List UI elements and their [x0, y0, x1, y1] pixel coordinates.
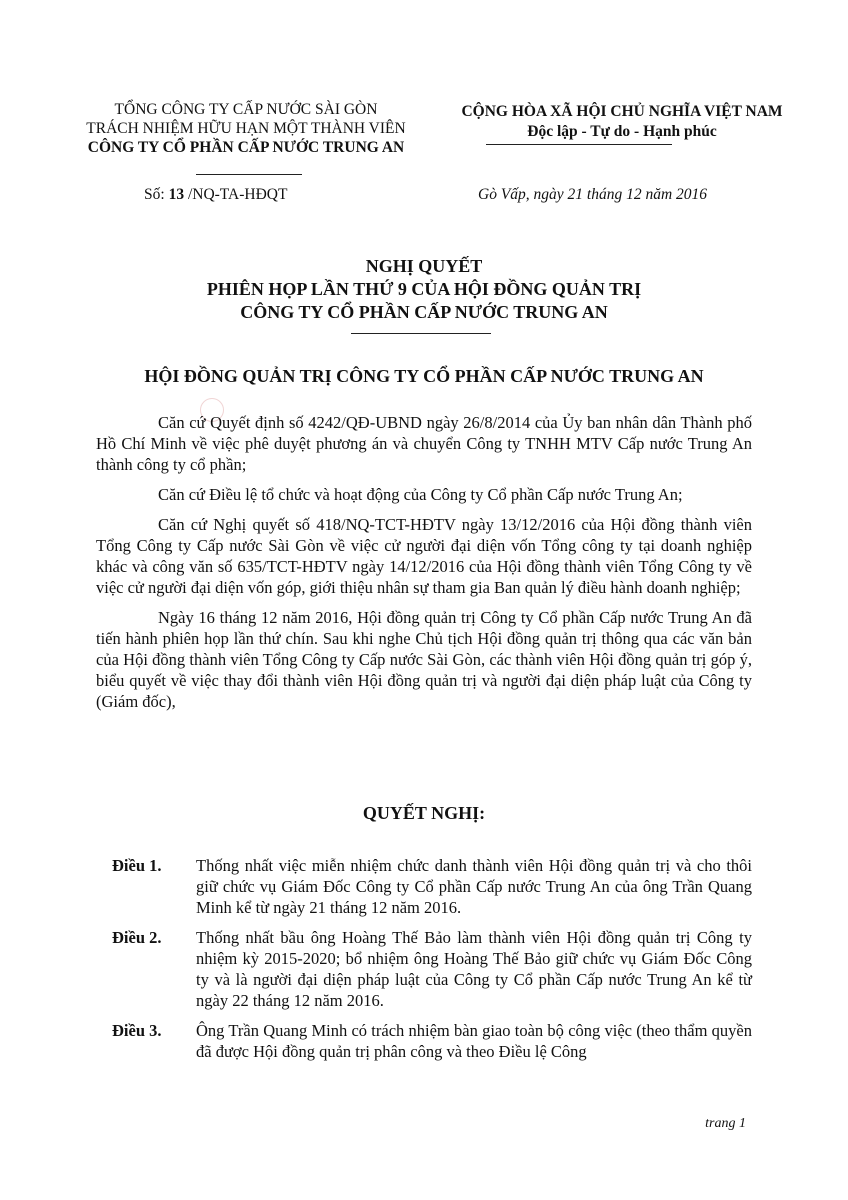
article-text: Ông Trần Quang Minh có trách nhiệm bàn giao toàn bộ công việc (theo thẩm quyền đã được Hội đồng quản trị phân công và theo Điều lệ Công	[196, 1021, 752, 1061]
resolve-heading: QUYẾT NGHỊ:	[362, 803, 486, 823]
doc-no-value: 13	[168, 186, 185, 203]
council-heading: HỘI ĐỒNG QUẢN TRỊ CÔNG TY CỔ PHẦN CẤP NƯỚC TRUNG AN	[144, 366, 704, 386]
title-line-1: NGHỊ QUYẾT	[365, 256, 483, 276]
articles-list	[112, 855, 752, 1071]
preamble	[96, 412, 752, 721]
national-motto-block	[432, 102, 812, 142]
preamble-paragraph: Căn cứ Điều lệ tổ chức và hoạt động của Công ty Cổ phần Cấp nước Trung An;	[158, 485, 683, 504]
issuer-line-3: CÔNG TY CỔ PHẦN CẤP NƯỚC TRUNG AN	[87, 139, 405, 156]
title-underline	[351, 333, 491, 334]
preamble-paragraph: Căn cứ Quyết định số 4242/QĐ-UBND ngày 26/8/2014 của Ủy ban nhân dân Thành phố Hồ Chí Minh về việc phê duyệt phương án và chuyển Công ty TNHH MTV Cấp nước Trung An thành công ty cổ phần;	[96, 413, 752, 474]
title-line-2: PHIÊN HỌP LẦN THỨ 9 CỦA HỘI ĐỒNG QUẢN TRỊ	[206, 279, 642, 299]
doc-no-prefix: Số:	[144, 186, 169, 203]
article-item	[112, 927, 752, 1011]
article-item	[112, 855, 752, 918]
article-text: Thống nhất bầu ông Hoàng Thế Bảo làm thành viên Hội đồng quản trị Công ty nhiệm kỳ 2015-2020; bổ nhiệm ông Hoàng Thế Bảo giữ chức vụ Giám Đốc Công ty và là người đại diện pháp luật của Công ty Cổ phần Cấp nước Trung An kể từ ngày 22 tháng 12 năm 2016.	[196, 928, 752, 1010]
document-title	[0, 255, 848, 324]
preamble-paragraph: Căn cứ Nghị quyết số 418/NQ-TCT-HĐTV ngày 13/12/2016 của Hội đồng thành viên Tổng Công ty Cấp nước Sài Gòn về việc cử người đại diện vốn Tổng công ty tại doanh nghiệp khác và công văn số 635/TCT-HĐTV ngày 14/12/2016 của Hội đồng thành viên Tổng Công ty về việc cử người đại diện vốn góp, giới thiệu nhân sự tham gia Ban quản lý điều hành doanh nghiệp;	[96, 515, 752, 597]
motto-underline	[486, 144, 672, 145]
issuer-underline	[196, 174, 302, 175]
place-date: Gò Vấp, ngày 21 tháng 12 năm 2016	[478, 186, 708, 203]
document-number	[144, 186, 287, 204]
article-label: Điều 1.	[112, 856, 162, 875]
nation-title: CỘNG HÒA XÃ HỘI CHỦ NGHĨA VIỆT NAM	[461, 103, 783, 120]
nation-motto: Độc lập - Tự do - Hạnh phúc	[527, 123, 717, 140]
doc-no-suffix: /NQ-TA-HĐQT	[184, 186, 288, 203]
issuer-block	[60, 100, 432, 157]
issuer-line-2: TRÁCH NHIỆM HỮU HẠN MỘT THÀNH VIÊN	[86, 120, 406, 137]
article-label: Điều 3.	[112, 1021, 162, 1040]
issuer-line-1: TỔNG CÔNG TY CẤP NƯỚC SÀI GÒN	[114, 101, 378, 118]
article-text: Thống nhất việc miễn nhiệm chức danh thành viên Hội đồng quản trị và cho thôi giữ chức vụ Giám Đốc Công ty Cổ phần Cấp nước Trung An của ông Trần Quang Minh kể từ ngày 21 tháng 12 năm 2016.	[196, 856, 752, 917]
article-item	[112, 1020, 752, 1062]
preamble-paragraph: Ngày 16 tháng 12 năm 2016, Hội đồng quản trị Công ty Cổ phần Cấp nước Trung An đã tiến hành phiên họp lần thứ chín. Sau khi nghe Chủ tịch Hội đồng quản trị thông qua các văn bản của Hội đồng thành viên Tổng Công ty Cấp nước Sài Gòn, các thành viên Hội đồng quản trị góp ý, biểu quyết về việc thay đổi thành viên Hội đồng quản trị và người đại diện pháp luật của Công ty (Giám đốc),	[96, 608, 752, 711]
article-label: Điều 2.	[112, 928, 162, 947]
page-number: trang 1	[705, 1116, 746, 1131]
title-line-3: CÔNG TY CỔ PHẦN CẤP NƯỚC TRUNG AN	[240, 302, 608, 322]
